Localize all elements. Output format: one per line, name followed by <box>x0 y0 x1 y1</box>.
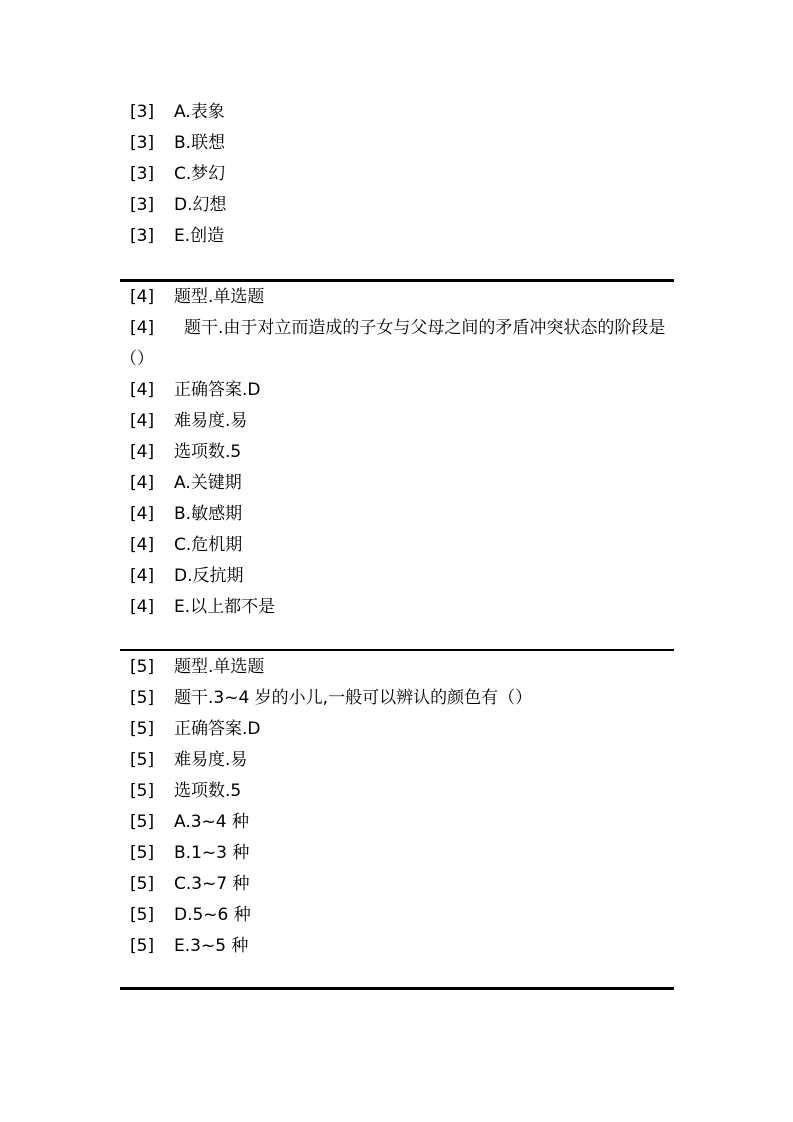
question-3-options <box>120 97 674 252</box>
list-item <box>120 190 674 221</box>
question-number: [5] <box>130 750 155 770</box>
option-b: B.1~3 种 <box>174 843 250 863</box>
question-number: [4] <box>130 318 155 338</box>
option-e: E.以上都不是 <box>174 597 276 617</box>
question-4 <box>120 282 674 623</box>
list-item <box>120 468 674 499</box>
question-number: [5] <box>130 905 155 925</box>
option-count: 选项数.5 <box>174 442 242 462</box>
list-item <box>120 592 674 623</box>
correct-answer: 正确答案.D <box>174 719 261 739</box>
question-number: [4] <box>130 442 155 462</box>
difficulty-line <box>120 745 674 776</box>
question-number: [3] <box>130 226 155 246</box>
question-number: [5] <box>130 874 155 894</box>
option-d: D.幻想 <box>174 195 227 215</box>
option-count-line <box>120 437 674 468</box>
question-type-line <box>120 652 674 683</box>
question-type-line <box>120 282 674 313</box>
option-c: C.梦幻 <box>174 164 226 184</box>
list-item <box>120 838 674 869</box>
question-stem: 题干.3~4 岁的小儿,一般可以辨认的颜色有（） <box>174 688 533 708</box>
option-a: A.表象 <box>174 102 225 122</box>
option-c: C.危机期 <box>174 535 243 555</box>
option-b: B.敏感期 <box>174 504 243 524</box>
question-number: [3] <box>130 133 155 153</box>
correct-answer: 正确答案.D <box>174 380 261 400</box>
option-e: E.创造 <box>174 226 225 246</box>
answer-line <box>120 714 674 745</box>
answer-line <box>120 375 674 406</box>
question-number: [4] <box>130 597 155 617</box>
question-number: [5] <box>130 936 155 956</box>
question-type: 题型.单选题 <box>174 657 265 677</box>
question-number: [4] <box>130 411 155 431</box>
option-c: C.3~7 种 <box>174 874 250 894</box>
section-divider <box>120 987 674 990</box>
difficulty: 难易度.易 <box>174 411 248 431</box>
question-5 <box>120 652 674 962</box>
list-item <box>120 499 674 530</box>
difficulty: 难易度.易 <box>174 750 248 770</box>
section-divider <box>120 649 674 651</box>
option-count-line <box>120 776 674 807</box>
option-d: D.5~6 种 <box>174 905 251 925</box>
question-number: [4] <box>130 287 155 307</box>
question-stem-line <box>120 683 674 714</box>
question-stem-line <box>120 313 674 375</box>
list-item <box>120 128 674 159</box>
list-item <box>120 530 674 561</box>
list-item <box>120 900 674 931</box>
question-number: [5] <box>130 781 155 801</box>
question-number: [4] <box>130 504 155 524</box>
option-a: A.关键期 <box>174 473 242 493</box>
list-item <box>120 159 674 190</box>
question-number: [4] <box>130 535 155 555</box>
question-number: [4] <box>130 473 155 493</box>
option-d: D.反抗期 <box>174 566 244 586</box>
list-item <box>120 97 674 128</box>
difficulty-line <box>120 406 674 437</box>
question-number: [5] <box>130 812 155 832</box>
question-number: [3] <box>130 195 155 215</box>
question-number: [4] <box>130 566 155 586</box>
option-e: E.3~5 种 <box>174 936 249 956</box>
question-type: 题型.单选题 <box>174 287 265 307</box>
list-item <box>120 869 674 900</box>
question-number: [3] <box>130 102 155 122</box>
list-item <box>120 221 674 252</box>
question-stem: 题干.由于对立而造成的子女与父母之间的矛盾冲突状态的阶段是（） <box>120 318 666 369</box>
question-number: [5] <box>130 657 155 677</box>
question-number: [3] <box>130 164 155 184</box>
question-number: [5] <box>130 719 155 739</box>
question-number: [5] <box>130 843 155 863</box>
option-b: B.联想 <box>174 133 226 153</box>
list-item <box>120 931 674 962</box>
list-item <box>120 807 674 838</box>
question-number: [4] <box>130 380 155 400</box>
option-a: A.3~4 种 <box>174 812 250 832</box>
option-count: 选项数.5 <box>174 781 242 801</box>
list-item <box>120 561 674 592</box>
question-number: [5] <box>130 688 155 708</box>
